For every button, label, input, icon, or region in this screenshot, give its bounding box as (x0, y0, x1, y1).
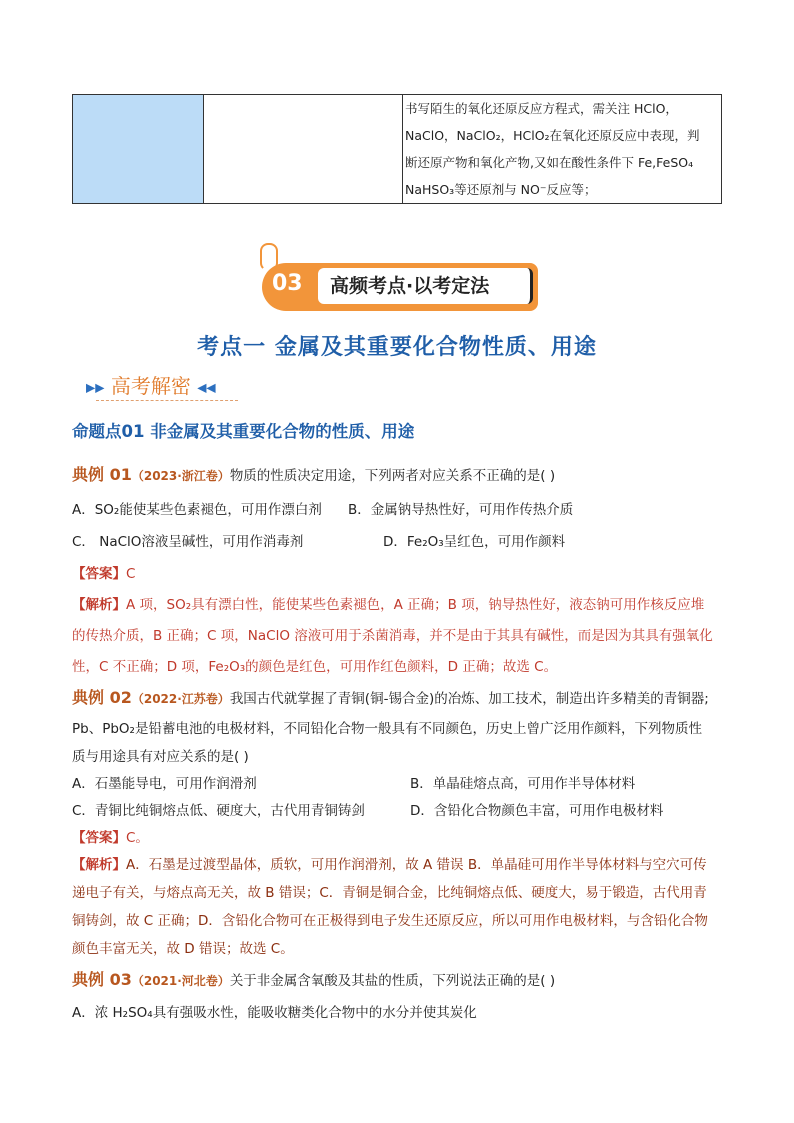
example-label: 典例 01 (72, 465, 132, 484)
question-text: 关于非金属含氧酸及其盐的性质，下列说法正确的是( ) (229, 973, 556, 989)
arrow-left-icon: ◀◀ (197, 380, 216, 395)
analysis-label: 【解析】 (72, 857, 126, 873)
analysis-line: 铜铸剑，故 C 正确；D．含铅化合物可在正极得到电子发生还原反应，所以可用作电极材料，与含铅化合物 (72, 913, 708, 929)
question-text: 我国古代就掌握了青铜(铜-锡合金)的冶炼、加工技术，制造出许多精美的青铜器; (229, 691, 709, 707)
table-text-line: NaHSO₃等还原剂与 NO⁻反应等； (405, 182, 597, 197)
table-cell-text (403, 95, 722, 204)
example-source: （2022·江苏卷） (131, 692, 230, 706)
question-line: Pb、PbO₂是铅蓄电池的电极材料，不同铅化合物一般具有不同颜色，历史上曾广泛用作颜料，下列物质性 (72, 721, 702, 737)
topic-title: 考点一 金属及其重要化合物性质、用途 (197, 335, 597, 360)
option-c: C． NaClO溶液呈碱性，可用作消毒剂 (72, 534, 304, 550)
analysis-line: 递电子有关，与熔点高无关，故 B 错误；C．青铜是铜合金，比纯铜熔点低、硬度大，易于锻造，古代用青 (72, 885, 707, 901)
arrow-right-icon: ▶▶ (86, 380, 105, 395)
analysis-line: 颜色丰富无关，故 D 错误；故选 C。 (72, 941, 294, 957)
option-b: B．单晶硅熔点高，可用作半导体材料 (410, 776, 636, 792)
example-source: （2021·河北卷） (131, 974, 230, 988)
option-c: C．青铜比纯铜熔点低、硬度大，古代用青铜铸剑 (72, 803, 365, 819)
table-text-line: NaClO，NaClO₂，HClO₂在氧化还原反应中表现，判 (405, 128, 700, 143)
answer-label: 【答案】 (72, 830, 126, 846)
table-cell-empty (204, 95, 403, 204)
answer-value: C。 (126, 830, 149, 846)
analysis-label: 【解析】 (72, 597, 126, 613)
analysis-text: A 项，SO₂具有漂白性，能使某些色素褪色，A 正确；B 项，钠导热性好，液态钠可用作核反应堆 (126, 597, 705, 613)
example-label: 典例 02 (72, 688, 132, 707)
example-3-question (72, 967, 555, 990)
table-row (73, 95, 722, 204)
analysis-line: 性，C 不正确；D 项，Fe₂O₃的颜色是红色，可用作红色颜料，D 正确；故选 C。 (72, 659, 558, 675)
answer-label: 【答案】 (72, 566, 126, 582)
analysis-line (72, 593, 704, 613)
example-source: （2023·浙江卷） (131, 469, 230, 483)
option-a: A．石墨能导电，可用作润滑剂 (72, 776, 257, 792)
banner-number: 03 (272, 271, 303, 296)
table-cell-blue (73, 95, 204, 204)
option-b: B．金属钠导热性好，可用作传热介质 (348, 502, 574, 518)
subheading: 命题点01 非金属及其重要化合物的性质、用途 (72, 422, 415, 441)
option-d: D．含铅化合物颜色丰富，可用作电极材料 (410, 803, 664, 819)
banner-title: 高频考点·以考定法 (318, 268, 533, 304)
table-text-line: 书写陌生的氧化还原反应方程式，需关注 HClO， (405, 101, 678, 116)
example-1-question (72, 462, 555, 485)
analysis-line (72, 853, 707, 873)
answer (72, 562, 135, 582)
paperclip-icon (260, 243, 278, 271)
example-2-question (72, 685, 709, 708)
answer (72, 826, 149, 846)
analysis-text: A．石墨是过渡型晶体，质软，可用作润滑剂，故 A 错误 B．单晶硅可用作半导体材料与空穴可传 (126, 857, 707, 873)
table-text-line: 断还原产物和氧化产物,又如在酸性条件下 Fe,FeSO₄ (405, 155, 694, 170)
option-a: A．浓 H₂SO₄具有强吸水性，能吸收糖类化合物中的水分并使其炭化 (72, 1005, 477, 1021)
option-d: D．Fe₂O₃呈红色，可用作颜料 (383, 534, 566, 550)
question-line: 质与用途具有对应关系的是( ) (72, 749, 249, 765)
section-heading (86, 370, 216, 399)
section-banner (262, 263, 538, 311)
section-heading-text: 高考解密 (110, 374, 191, 398)
option-a: A．SO₂能使某些色素褪色，可用作漂白剂 (72, 502, 322, 518)
divider (96, 400, 238, 401)
summary-table (72, 94, 722, 204)
example-label: 典例 03 (72, 970, 132, 989)
analysis-line: 的传热介质，B 正确；C 项，NaClO 溶液可用于杀菌消毒，并不是由于其具有碱性，而是因为其具有强氧化 (72, 628, 713, 644)
answer-value: C (126, 566, 136, 582)
question-text: 物质的性质决定用途，下列两者对应关系不正确的是( ) (229, 468, 556, 484)
